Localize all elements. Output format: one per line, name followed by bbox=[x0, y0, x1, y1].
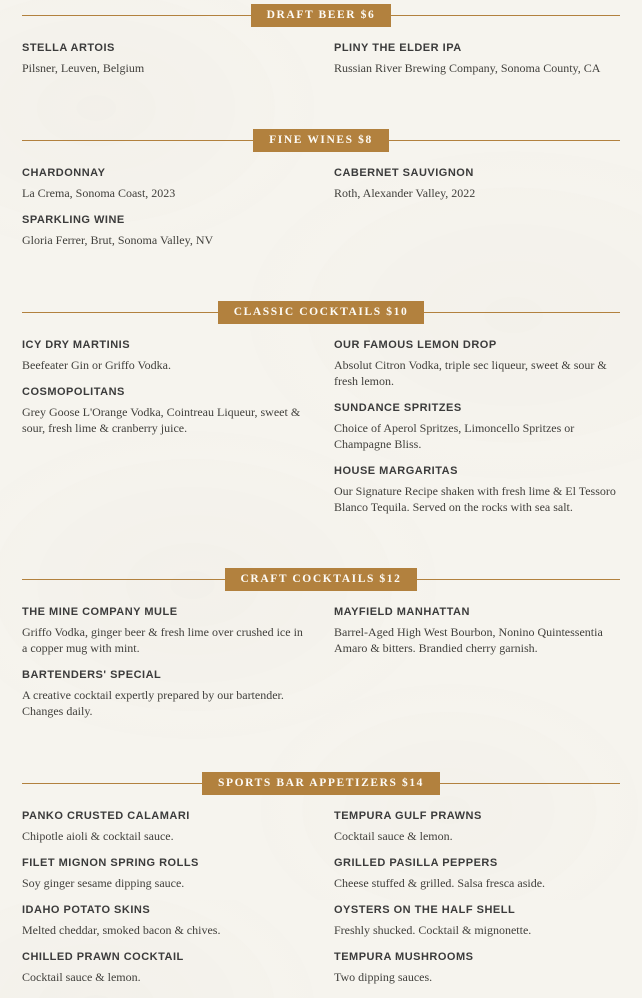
menu-item bbox=[22, 339, 308, 373]
item-desc: Our Signature Recipe shaken with fresh lime & El Tessoro Blanco Tequila. Served on the rocks with sea salt. bbox=[334, 484, 616, 514]
item-desc: Beefeater Gin or Griffo Vodka. bbox=[22, 358, 171, 372]
item-name: TEMPURA GULF PRAWNS bbox=[334, 810, 482, 822]
item-desc: Pilsner, Leuven, Belgium bbox=[22, 61, 145, 75]
section-fine-wines bbox=[22, 129, 620, 261]
section-columns bbox=[22, 810, 620, 998]
divider-line bbox=[440, 783, 620, 785]
menu-item bbox=[22, 606, 308, 656]
item-name: FILET MIGNON SPRING ROLLS bbox=[22, 857, 199, 869]
menu-item bbox=[22, 386, 308, 436]
menu-item bbox=[334, 167, 620, 201]
item-desc: Chipotle aioli & cocktail sauce. bbox=[22, 829, 174, 843]
item-name: TEMPURA MUSHROOMS bbox=[334, 951, 474, 963]
left-column bbox=[22, 167, 308, 261]
right-column bbox=[334, 167, 620, 261]
item-name: OYSTERS ON THE HALF SHELL bbox=[334, 904, 516, 916]
menu-item bbox=[334, 810, 620, 844]
divider-line bbox=[424, 312, 620, 314]
item-name: STELLA ARTOIS bbox=[22, 42, 115, 54]
item-name: CHILLED PRAWN COCKTAIL bbox=[22, 951, 184, 963]
right-column bbox=[334, 606, 620, 732]
right-column bbox=[334, 810, 620, 998]
section-craft-cocktails bbox=[22, 568, 620, 732]
section-header bbox=[22, 772, 620, 795]
left-column bbox=[22, 606, 308, 732]
menu-item bbox=[334, 42, 620, 76]
item-desc: Griffo Vodka, ginger beer & fresh lime over crushed ice in a copper mug with mint. bbox=[22, 625, 303, 655]
divider-line bbox=[22, 783, 202, 785]
menu-item bbox=[334, 339, 620, 389]
menu-item bbox=[22, 810, 308, 844]
section-header bbox=[22, 4, 620, 27]
item-desc: Grey Goose L'Orange Vodka, Cointreau Liqueur, sweet & sour, fresh lime & cranberry juice. bbox=[22, 405, 301, 435]
item-name: BARTENDERS' SPECIAL bbox=[22, 669, 162, 681]
menu-item bbox=[22, 42, 308, 76]
menu-item bbox=[22, 857, 308, 891]
item-name: COSMOPOLITANS bbox=[22, 386, 125, 398]
section-title-badge: SPORTS BAR APPETIZERS $14 bbox=[202, 772, 440, 795]
divider-line bbox=[389, 140, 620, 142]
divider-line bbox=[22, 579, 225, 581]
item-name: ICY DRY MARTINIS bbox=[22, 339, 131, 351]
left-column bbox=[22, 810, 308, 998]
section-header bbox=[22, 301, 620, 324]
menu-item bbox=[334, 402, 620, 452]
section-title-badge: CLASSIC COCKTAILS $10 bbox=[218, 301, 425, 324]
right-column bbox=[334, 339, 620, 528]
section-columns bbox=[22, 42, 620, 89]
section-title-badge: CRAFT COCKTAILS $12 bbox=[225, 568, 418, 591]
section-columns bbox=[22, 606, 620, 732]
menu-item bbox=[22, 904, 308, 938]
item-desc: La Crema, Sonoma Coast, 2023 bbox=[22, 186, 176, 200]
section-classic-cocktails bbox=[22, 301, 620, 528]
left-column bbox=[22, 339, 308, 528]
section-sports-bar-appetizers bbox=[22, 772, 620, 998]
divider-line bbox=[391, 15, 620, 17]
section-draft-beer bbox=[22, 4, 620, 89]
item-desc: Cocktail sauce & lemon. bbox=[22, 970, 141, 984]
item-desc: Two dipping sauces. bbox=[334, 970, 433, 984]
item-desc: Choice of Aperol Spritzes, Limoncello Spritzes or Champagne Bliss. bbox=[334, 421, 575, 451]
item-desc: Freshly shucked. Cocktail & mignonette. bbox=[334, 923, 532, 937]
divider-line bbox=[417, 579, 620, 581]
menu-item bbox=[22, 167, 308, 201]
menu-item bbox=[334, 857, 620, 891]
item-name: SUNDANCE SPRITZES bbox=[334, 402, 462, 414]
item-name: PLINY THE ELDER IPA bbox=[334, 42, 462, 54]
section-columns bbox=[22, 167, 620, 261]
divider-line bbox=[22, 15, 251, 17]
item-desc: Cocktail sauce & lemon. bbox=[334, 829, 453, 843]
right-column bbox=[334, 42, 620, 89]
item-name: CHARDONNAY bbox=[22, 167, 106, 179]
divider-line bbox=[22, 312, 218, 314]
divider-line bbox=[22, 140, 253, 142]
item-name: MAYFIELD MANHATTAN bbox=[334, 606, 470, 618]
menu-item bbox=[22, 669, 308, 719]
section-columns bbox=[22, 339, 620, 528]
section-header bbox=[22, 568, 620, 591]
item-desc: Gloria Ferrer, Brut, Sonoma Valley, NV bbox=[22, 233, 214, 247]
section-header bbox=[22, 129, 620, 152]
item-name: OUR FAMOUS LEMON DROP bbox=[334, 339, 497, 351]
menu-item bbox=[334, 904, 620, 938]
section-title-badge: DRAFT BEER $6 bbox=[251, 4, 392, 27]
item-desc: Melted cheddar, smoked bacon & chives. bbox=[22, 923, 221, 937]
section-title-badge: FINE WINES $8 bbox=[253, 129, 389, 152]
item-desc: Cheese stuffed & grilled. Salsa fresca aside. bbox=[334, 876, 546, 890]
item-desc: Roth, Alexander Valley, 2022 bbox=[334, 186, 476, 200]
menu-item bbox=[334, 951, 620, 985]
menu-item bbox=[22, 214, 308, 248]
item-desc: Barrel-Aged High West Bourbon, Nonino Quintessentia Amaro & bitters. Brandied cherry garnish. bbox=[334, 625, 603, 655]
item-desc: Soy ginger sesame dipping sauce. bbox=[22, 876, 185, 890]
item-desc: Absolut Citron Vodka, triple sec liqueur, sweet & sour & fresh lemon. bbox=[334, 358, 607, 388]
item-name: PANKO CRUSTED CALAMARI bbox=[22, 810, 190, 822]
menu-item bbox=[334, 465, 620, 515]
item-name: SPARKLING WINE bbox=[22, 214, 125, 226]
item-name: THE MINE COMPANY MULE bbox=[22, 606, 178, 618]
item-name: CABERNET SAUVIGNON bbox=[334, 167, 474, 179]
item-name: IDAHO POTATO SKINS bbox=[22, 904, 151, 916]
item-desc: A creative cocktail expertly prepared by our bartender. Changes daily. bbox=[22, 688, 284, 718]
item-name: HOUSE MARGARITAS bbox=[334, 465, 458, 477]
item-name: GRILLED PASILLA PEPPERS bbox=[334, 857, 498, 869]
menu-item bbox=[334, 606, 620, 656]
menu-item bbox=[22, 951, 308, 985]
left-column bbox=[22, 42, 308, 89]
item-desc: Russian River Brewing Company, Sonoma County, CA bbox=[334, 61, 601, 75]
